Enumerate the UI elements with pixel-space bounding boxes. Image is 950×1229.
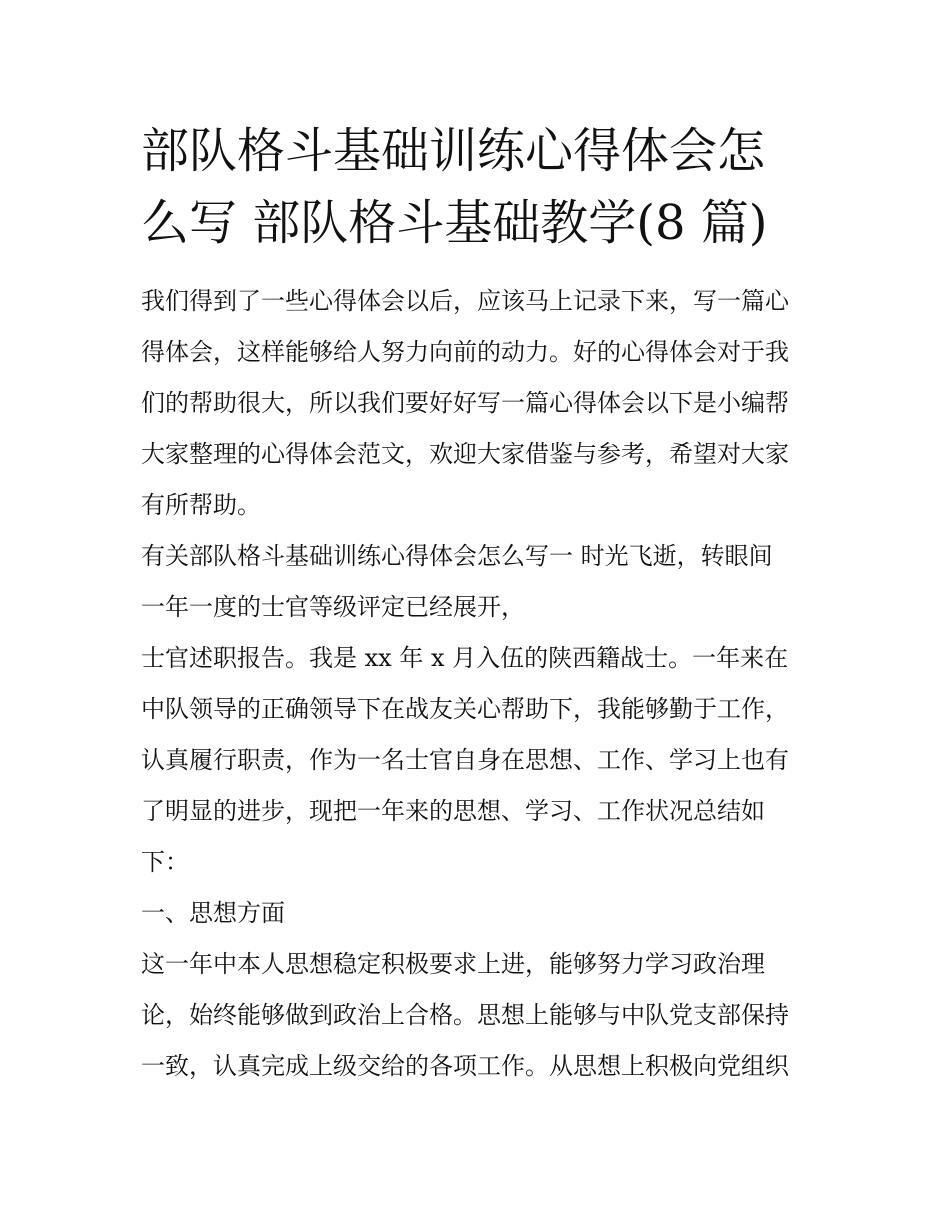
body-line: 一致，认真完成上级交给的各项工作。从思想上积极向党组织 <box>141 1052 789 1080</box>
section-heading: 一、思想方面 <box>141 899 285 927</box>
body-line: 我们得到了一些心得体会以后，应该马上记录下来，写一篇心 <box>141 287 789 315</box>
body-line: 中队领导的正确领导下在战友关心帮助下，我能够勤于工作， <box>141 695 789 723</box>
body-line: 下： <box>141 848 189 876</box>
body-line: 论，始终能够做到政治上合格。思想上能够与中队党支部保持 <box>141 1001 789 1029</box>
body-line: 了明显的进步，现把一年来的思想、学习、工作状况总结如 <box>141 797 765 825</box>
body-line: 认真履行职责，作为一名士官自身在思想、工作、学习上也有 <box>141 746 789 774</box>
body-line: 大家整理的心得体会范文，欢迎大家借鉴与参考，希望对大家 <box>141 440 789 468</box>
document-body <box>141 276 821 1092</box>
body-line: 得体会，这样能够给人努力向前的动力。好的心得体会对于我 <box>141 338 789 366</box>
body-line: 有关部队格斗基础训练心得体会怎么写一 时光飞逝，转眼间 <box>141 542 773 570</box>
body-line: 这一年中本人思想稳定积极要求上进，能够努力学习政治理 <box>141 950 765 978</box>
title-line-2: 么写 部队格斗基础教学(8 篇) <box>141 195 768 251</box>
body-line: 有所帮助。 <box>141 491 261 519</box>
document-title <box>141 115 821 259</box>
body-line: 一年一度的士官等级评定已经展开， <box>141 593 525 621</box>
title-line-1: 部队格斗基础训练心得体会怎 <box>141 123 766 179</box>
body-line: 士官述职报告。我是 xx 年 x 月入伍的陕西籍战士。一年来在 <box>141 644 789 672</box>
body-line: 们的帮助很大，所以我们要好好写一篇心得体会以下是小编帮 <box>141 389 789 417</box>
